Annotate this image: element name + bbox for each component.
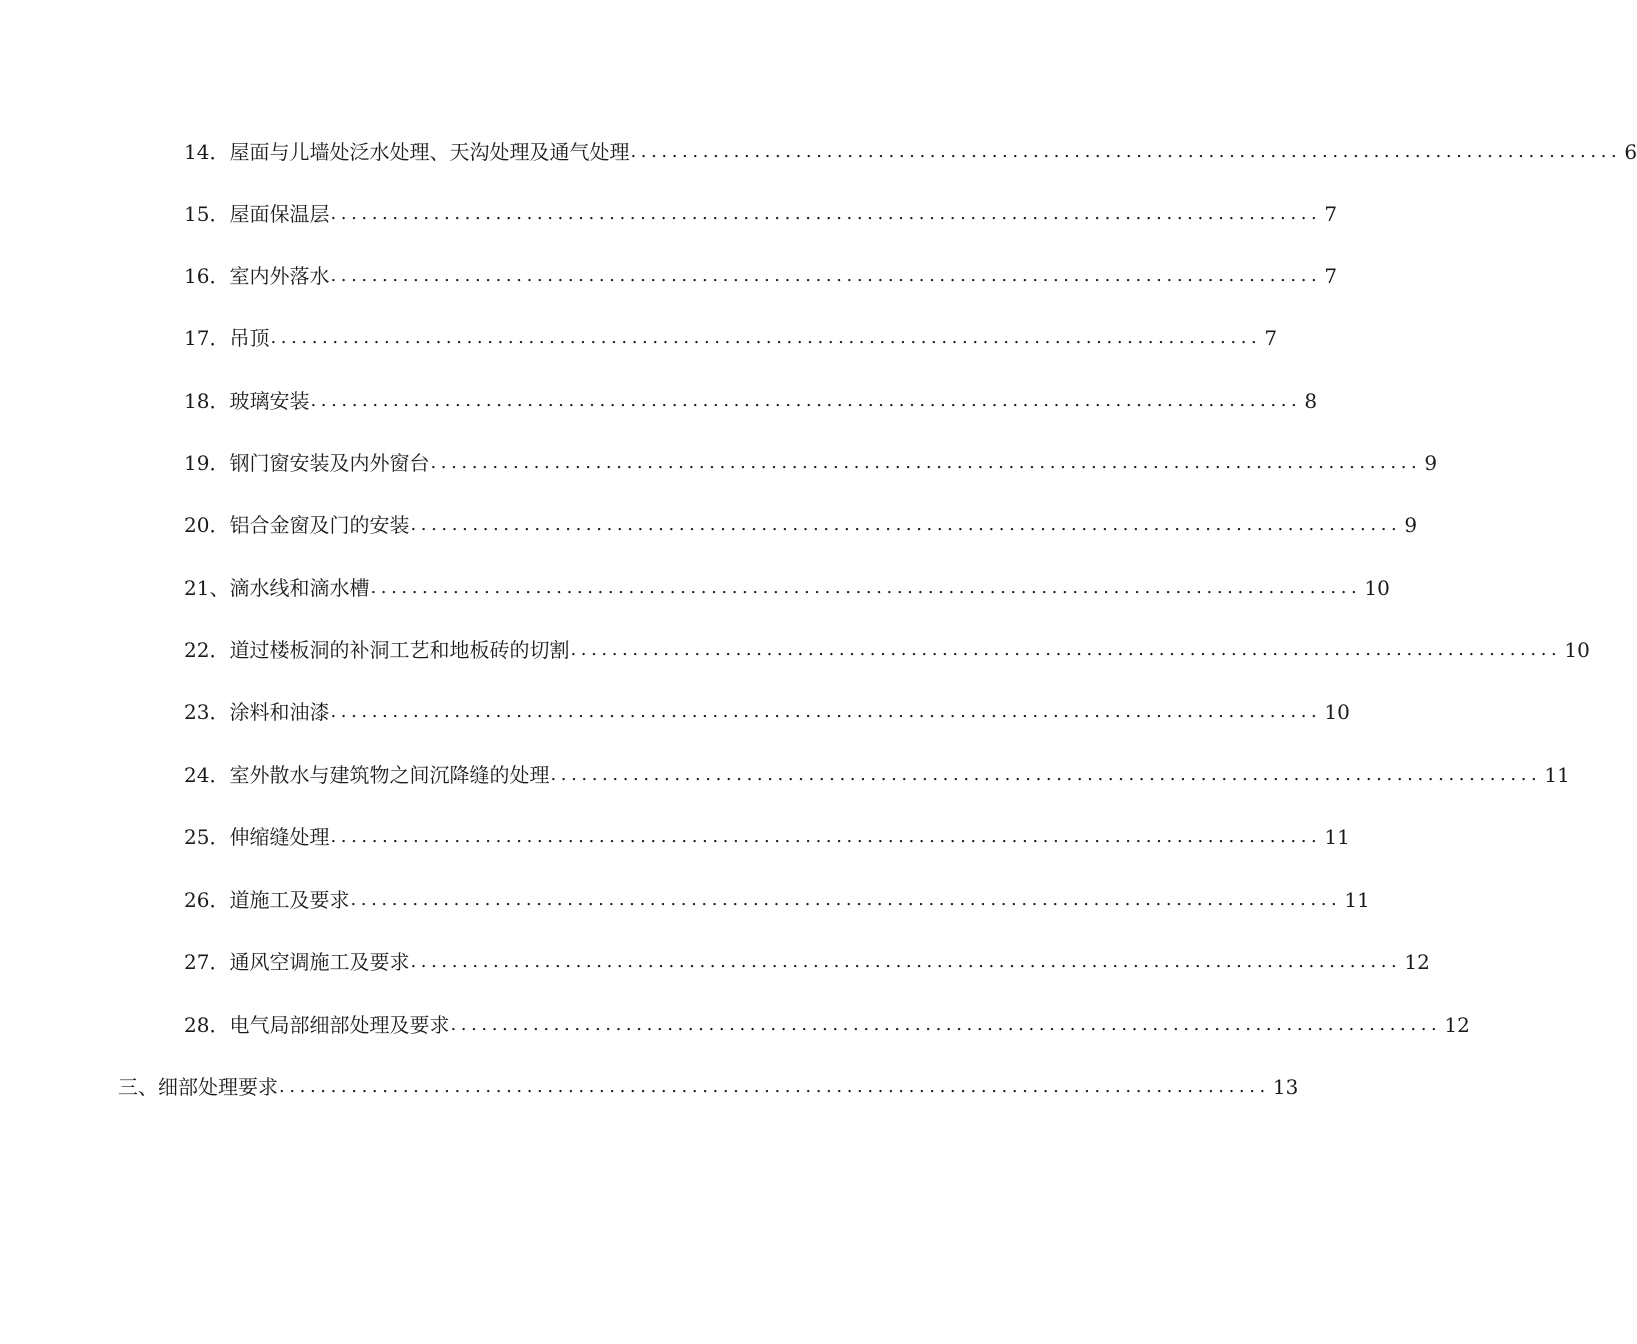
entry-number: 21、	[184, 576, 230, 600]
entry-title: 屋面与儿墙处泛水处理、天沟处理及通气处理	[229, 140, 630, 164]
entry-title: 吊顶	[229, 326, 270, 350]
toc-entry[interactable]	[184, 947, 1430, 977]
entry-number: 19．	[184, 451, 230, 475]
section-page-number: 13	[1272, 1075, 1299, 1099]
dot-leader: ................................................................................................	[330, 701, 1322, 722]
entry-number: 28．	[184, 1013, 230, 1037]
entry-number: 25．	[184, 825, 230, 849]
toc-entry[interactable]	[184, 822, 1350, 852]
entry-title: 通风空调施工及要求	[229, 950, 410, 974]
entry-number: 27．	[184, 950, 230, 974]
entry-title: 滴水线和滴水槽	[229, 576, 370, 600]
entry-page-number: 12	[1404, 950, 1430, 974]
entry-page-number: 9	[1404, 513, 1418, 537]
toc-entry[interactable]	[184, 386, 1318, 416]
dot-leader: ................................................................................................	[430, 452, 1422, 473]
entry-number: 20．	[184, 513, 230, 537]
entry-title: 涂料和油漆	[229, 700, 330, 724]
dot-leader: ................................................................................................	[630, 141, 1622, 162]
toc-entry[interactable]	[184, 448, 1438, 478]
entry-title: 室外散水与建筑物之间沉降缝的处理	[229, 763, 550, 787]
entry-page-number: 12	[1444, 1013, 1470, 1037]
toc-entry[interactable]	[184, 510, 1418, 540]
dot-leader: ................................................................................................	[270, 327, 1262, 348]
dot-leader: ................................................................................................	[330, 826, 1322, 847]
dot-leader: ................................................................................................	[279, 1076, 1270, 1097]
dot-leader: ................................................................................................	[550, 764, 1542, 785]
entry-page-number: 9	[1424, 451, 1438, 475]
entry-page-number: 10	[1364, 576, 1390, 600]
dot-leader: ................................................................................................	[370, 577, 1362, 598]
entry-page-number: 6	[1624, 140, 1637, 164]
toc-entry[interactable]	[184, 261, 1338, 291]
entry-page-number: 7	[1264, 326, 1278, 350]
entry-number: 17．	[184, 326, 230, 350]
entry-title: 道施工及要求	[229, 888, 350, 912]
toc-section-entry[interactable]	[118, 1072, 1299, 1102]
toc-entry[interactable]	[184, 573, 1390, 603]
toc-entry[interactable]	[184, 635, 1590, 665]
entry-number: 26．	[184, 888, 230, 912]
entry-page-number: 10	[1324, 700, 1350, 724]
entry-page-number: 8	[1304, 389, 1318, 413]
dot-leader: ................................................................................................	[330, 203, 1322, 224]
entry-title: 电气局部细部处理及要求	[229, 1013, 450, 1037]
dot-leader: ................................................................................................	[410, 951, 1402, 972]
entry-title: 钢门窗安装及内外窗台	[229, 451, 430, 475]
dot-leader: ................................................................................................	[350, 889, 1342, 910]
entry-number: 24．	[184, 763, 230, 787]
section-number: 三、	[118, 1075, 158, 1099]
toc-entry[interactable]	[184, 1010, 1470, 1040]
dot-leader: ................................................................................................	[330, 265, 1322, 286]
entry-page-number: 11	[1344, 888, 1370, 912]
toc-entry[interactable]	[184, 697, 1350, 727]
entry-page-number: 7	[1324, 264, 1338, 288]
entry-title: 玻璃安装	[229, 389, 310, 413]
entry-number: 16．	[184, 264, 230, 288]
toc-entry[interactable]	[184, 137, 1637, 167]
dot-leader: ................................................................................................	[310, 390, 1302, 411]
entry-title: 铝合金窗及门的安装	[229, 513, 410, 537]
toc-entry[interactable]	[184, 323, 1278, 353]
dot-leader: ................................................................................................	[570, 639, 1562, 660]
entry-title: 屋面保温层	[229, 202, 330, 226]
toc-entry[interactable]	[184, 760, 1570, 790]
dot-leader: ................................................................................................	[450, 1014, 1442, 1035]
entry-page-number: 11	[1544, 763, 1570, 787]
toc-entry[interactable]	[184, 199, 1338, 229]
entry-page-number: 7	[1324, 202, 1338, 226]
entry-number: 14．	[184, 140, 230, 164]
toc-entry[interactable]	[184, 885, 1370, 915]
dot-leader: ................................................................................................	[410, 514, 1402, 535]
entry-page-number: 10	[1564, 638, 1590, 662]
entry-page-number: 11	[1324, 825, 1350, 849]
entry-number: 18．	[184, 389, 230, 413]
section-title: 细部处理要求	[158, 1075, 278, 1099]
entry-title: 室内外落水	[229, 264, 330, 288]
entry-number: 15．	[184, 202, 230, 226]
entry-number: 22．	[184, 638, 230, 662]
entry-title: 伸缩缝处理	[229, 825, 330, 849]
entry-number: 23．	[184, 700, 230, 724]
entry-title: 道过楼板洞的补洞工艺和地板砖的切割	[229, 638, 570, 662]
